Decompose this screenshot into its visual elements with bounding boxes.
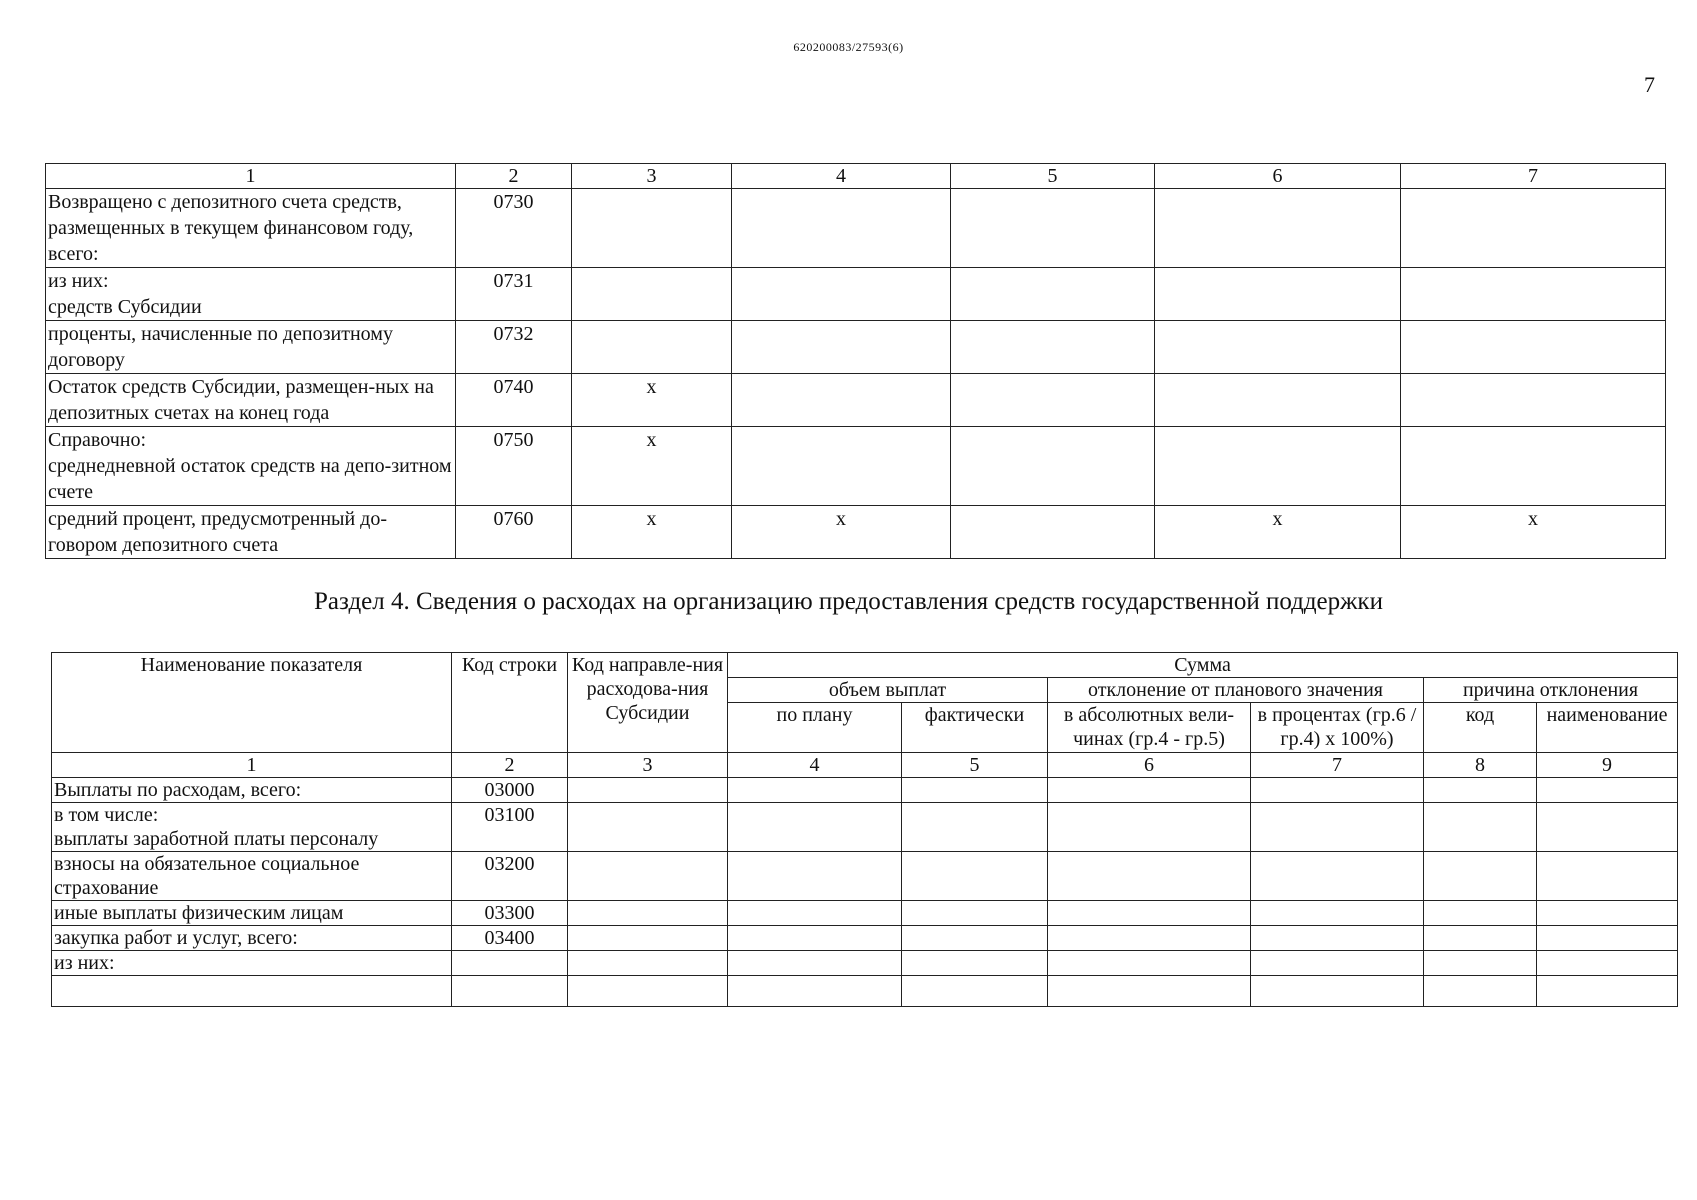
data-cell xyxy=(1251,976,1424,1007)
column-number-row xyxy=(46,164,1666,189)
header-reason-code: код xyxy=(1424,703,1537,753)
row-label: из них: xyxy=(52,951,452,976)
row-code: 03100 xyxy=(452,803,568,852)
data-cell xyxy=(1155,374,1401,427)
column-number: 2 xyxy=(456,164,572,189)
column-number: 1 xyxy=(52,753,452,778)
data-cell xyxy=(1251,778,1424,803)
data-cell xyxy=(1048,976,1251,1007)
table-row xyxy=(46,506,1666,559)
row-label: Остаток средств Субсидии, размещен-ных на депозитных счетах на конец года xyxy=(46,374,456,427)
data-cell xyxy=(1537,926,1678,951)
column-number: 9 xyxy=(1537,753,1678,778)
header-direction-code: Код направле-ния расходова-ния Субсидии xyxy=(568,653,728,753)
row-code: 03000 xyxy=(452,778,568,803)
row-label: в том числе: выплаты заработной платы персоналу xyxy=(52,803,452,852)
data-cell xyxy=(951,268,1155,321)
data-cell xyxy=(1424,803,1537,852)
row-code: 0731 xyxy=(456,268,572,321)
data-cell xyxy=(902,778,1048,803)
row-label: Справочно: среднедневной остаток средств на депо-зитном счете xyxy=(46,427,456,506)
header-sum: Сумма xyxy=(728,653,1678,678)
data-cell xyxy=(728,852,902,901)
data-cell xyxy=(1251,852,1424,901)
row-label: средний процент, предусмотренный до-говором депозитного счета xyxy=(46,506,456,559)
data-cell xyxy=(1537,852,1678,901)
table-row xyxy=(46,189,1666,268)
row-code: 0740 xyxy=(456,374,572,427)
data-cell xyxy=(902,976,1048,1007)
header-indicator: Наименование показателя xyxy=(52,653,452,753)
data-cell xyxy=(728,976,902,1007)
data-cell xyxy=(732,321,951,374)
column-number: 1 xyxy=(46,164,456,189)
data-cell xyxy=(1251,926,1424,951)
data-cell xyxy=(568,852,728,901)
column-number: 4 xyxy=(728,753,902,778)
column-number: 5 xyxy=(951,164,1155,189)
deposit-table xyxy=(45,163,1666,559)
expenses-table xyxy=(51,652,1678,1007)
table-row xyxy=(52,803,1678,852)
data-cell xyxy=(1401,374,1666,427)
data-cell xyxy=(951,427,1155,506)
data-cell xyxy=(1155,189,1401,268)
header-plan: по плану xyxy=(728,703,902,753)
data-cell xyxy=(1537,951,1678,976)
data-cell xyxy=(1537,976,1678,1007)
table-row xyxy=(52,778,1678,803)
row-label: Возвращено с депозитного счета средств, размещенных в текущем финансовом году, всего: xyxy=(46,189,456,268)
row-label: Выплаты по расходам, всего: xyxy=(52,778,452,803)
column-number: 7 xyxy=(1401,164,1666,189)
data-cell xyxy=(951,189,1155,268)
data-cell: х xyxy=(1155,506,1401,559)
column-number: 4 xyxy=(732,164,951,189)
column-number: 3 xyxy=(568,753,728,778)
data-cell xyxy=(568,951,728,976)
header-reason: причина отклонения xyxy=(1424,678,1678,703)
data-cell xyxy=(1251,951,1424,976)
row-code: 0760 xyxy=(456,506,572,559)
data-cell xyxy=(728,951,902,976)
page-number: 7 xyxy=(1644,72,1655,97)
row-code xyxy=(452,976,568,1007)
data-cell xyxy=(951,374,1155,427)
section-title: Раздел 4. Сведения о расходах на организацию предоставления средств государственной поддержки xyxy=(314,588,1383,615)
data-cell xyxy=(1155,427,1401,506)
data-cell xyxy=(728,926,902,951)
column-number: 3 xyxy=(572,164,732,189)
data-cell xyxy=(1424,951,1537,976)
data-cell xyxy=(732,189,951,268)
data-cell xyxy=(902,852,1048,901)
data-cell xyxy=(902,926,1048,951)
header-row xyxy=(52,653,1678,678)
row-label xyxy=(52,976,452,1007)
row-code: 03200 xyxy=(452,852,568,901)
column-number: 6 xyxy=(1155,164,1401,189)
data-cell xyxy=(902,951,1048,976)
row-label: закупка работ и услуг, всего: xyxy=(52,926,452,951)
data-cell xyxy=(1048,926,1251,951)
table-row xyxy=(52,901,1678,926)
data-cell xyxy=(572,268,732,321)
data-cell: х xyxy=(1401,506,1666,559)
table-row xyxy=(46,268,1666,321)
table-row xyxy=(52,951,1678,976)
data-cell xyxy=(1048,778,1251,803)
table-row xyxy=(52,926,1678,951)
data-cell xyxy=(568,778,728,803)
data-cell xyxy=(951,321,1155,374)
data-cell xyxy=(732,374,951,427)
header-absolute: в абсолютных вели-чинах (гр.4 - гр.5) xyxy=(1048,703,1251,753)
row-code: 0750 xyxy=(456,427,572,506)
table-row xyxy=(46,427,1666,506)
column-number: 8 xyxy=(1424,753,1537,778)
data-cell xyxy=(1155,321,1401,374)
header-deviation: отклонение от планового значения xyxy=(1048,678,1424,703)
row-code: 03400 xyxy=(452,926,568,951)
column-number: 2 xyxy=(452,753,568,778)
data-cell: х xyxy=(732,506,951,559)
data-cell xyxy=(572,321,732,374)
data-cell xyxy=(1537,901,1678,926)
row-label: взносы на обязательное социальное страхование xyxy=(52,852,452,901)
data-cell xyxy=(1424,778,1537,803)
data-cell xyxy=(1401,189,1666,268)
data-cell xyxy=(1048,951,1251,976)
data-cell xyxy=(728,778,902,803)
data-cell xyxy=(1048,803,1251,852)
data-cell xyxy=(1401,427,1666,506)
data-cell xyxy=(1537,778,1678,803)
data-cell: х xyxy=(572,427,732,506)
data-cell xyxy=(732,427,951,506)
header-actual: фактически xyxy=(902,703,1048,753)
data-cell xyxy=(1424,976,1537,1007)
data-cell xyxy=(1155,268,1401,321)
header-percent: в процентах (гр.6 / гр.4) х 100%) xyxy=(1251,703,1424,753)
data-cell xyxy=(951,506,1155,559)
column-number-row xyxy=(52,753,1678,778)
column-number: 5 xyxy=(902,753,1048,778)
data-cell xyxy=(728,901,902,926)
header-payments-volume: объем выплат xyxy=(728,678,1048,703)
data-cell xyxy=(732,268,951,321)
data-cell xyxy=(1251,803,1424,852)
data-cell: х xyxy=(572,506,732,559)
column-number: 6 xyxy=(1048,753,1251,778)
deposit-table-body xyxy=(46,164,1666,559)
data-cell: х xyxy=(572,374,732,427)
data-cell xyxy=(902,901,1048,926)
data-cell xyxy=(902,803,1048,852)
data-cell xyxy=(1401,321,1666,374)
document-id: 620200083/27593(6) xyxy=(793,40,904,54)
row-code xyxy=(452,951,568,976)
header-line-code: Код строки xyxy=(452,653,568,753)
data-cell xyxy=(728,803,902,852)
row-code: 0730 xyxy=(456,189,572,268)
data-cell xyxy=(1424,901,1537,926)
row-label: иные выплаты физическим лицам xyxy=(52,901,452,926)
data-cell xyxy=(572,189,732,268)
data-cell xyxy=(1048,901,1251,926)
row-label: проценты, начисленные по депозитному договору xyxy=(46,321,456,374)
table-row xyxy=(52,852,1678,901)
header-reason-name: наименование xyxy=(1537,703,1678,753)
data-cell xyxy=(568,926,728,951)
data-cell xyxy=(1424,852,1537,901)
data-cell xyxy=(1401,268,1666,321)
row-code: 03300 xyxy=(452,901,568,926)
data-cell xyxy=(1537,803,1678,852)
row-label: из них: средств Субсидии xyxy=(46,268,456,321)
data-cell xyxy=(568,901,728,926)
data-cell xyxy=(568,803,728,852)
data-cell xyxy=(1048,852,1251,901)
data-cell xyxy=(1251,901,1424,926)
column-number: 7 xyxy=(1251,753,1424,778)
expenses-table-body xyxy=(52,753,1678,1007)
table-row xyxy=(46,321,1666,374)
row-code: 0732 xyxy=(456,321,572,374)
data-cell xyxy=(568,976,728,1007)
table-row xyxy=(46,374,1666,427)
data-cell xyxy=(1424,926,1537,951)
table-row xyxy=(52,976,1678,1007)
